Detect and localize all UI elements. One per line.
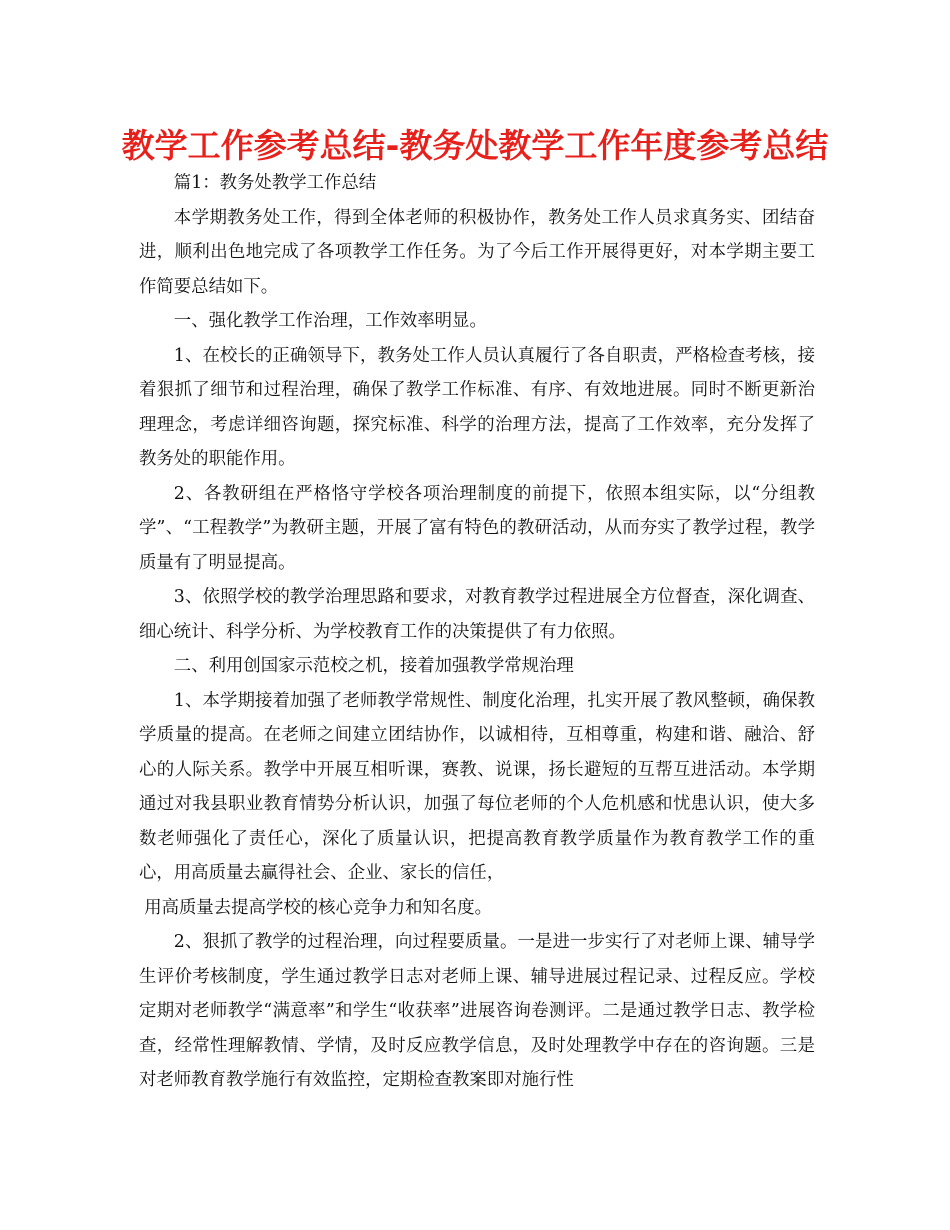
body-paragraph: 2、各教研组在严格恪守学校各项治理制度的前提下，依照本组实际，以“分组教学”、“工程教学”为教研主题，开展了富有特色的教研活动，从而夯实了教学过程，教学质量有了明显提高。 xyxy=(139,483,815,573)
body-paragraph: 本学期教务处工作，得到全体老师的积极协作，教务处工作人员求真务实、团结奋进，顺利出色地完成了各项教学工作任务。为了今后工作开展得更好，对本学期主要工作简要总结如下。 xyxy=(139,207,815,297)
section-heading: 一、强化教学工作治理，工作效率明显。 xyxy=(173,311,487,331)
section-heading: 二、利用创国家示范校之机，接着加强教学常规治理 xyxy=(173,656,574,676)
body-paragraph: 用高质量去提高学校的核心竞争力和知名度。 xyxy=(144,897,493,918)
body-paragraph: 1、本学期接着加强了老师教学常规性、制度化治理，扎实开展了教风整顿，确保教学质量的提高。在老师之间建立团结协作，以诚相待，互相尊重，构建和谐、融洽、舒心的人际关系。教学中开展互相听课，赛教、说课，扬长避短的互帮互进活动。本学期通过对我县职业教育情势分析认识，加强了每位老师的个人危机感和忧患认识，使大多数老师强化了责任心，深化了质量认识，把提高教育教学质量作为教育教学工作的重心，用高质量去赢得社会、企业、家长的信任， xyxy=(139,690,815,883)
body-paragraph: 3、依照学校的教学治理思路和要求，对教育教学过程进展全方位督查，深化调查、细心统计、科学分析、为学校教育工作的决策提供了有力依照。 xyxy=(139,587,815,642)
section-heading: 篇1：教务处教学工作总结 xyxy=(173,173,377,193)
document-body xyxy=(139,166,815,1098)
document-title: 教学工作参考总结-教务处教学工作年度参考总结 xyxy=(121,126,829,165)
body-paragraph: 2、狠抓了教学的过程治理，向过程要质量。一是进一步实行了对老师上课、辅导学生评价考核制度，学生通过教学日志对老师上课、辅导进展过程记录、过程反应。学校定期对老师教学“满意率”和学生“收获率”进展咨询卷测评。二是通过教学日志、教学检查，经常性理解教情、学情，及时反应教学信息，及时处理教学中存在的咨询题。三是对老师教育教学施行有效监控，定期检查教案即对施行性 xyxy=(139,932,815,1090)
body-paragraph: 1、在校长的正确领导下，教务处工作人员认真履行了各自职责，严格检查考核，接着狠抓了细节和过程治理，确保了教学工作标准、有序、有效地进展。同时不断更新治理理念，考虑详细咨询题，探究标准、科学的治理方法，提高了工作效率，充分发挥了教务处的职能作用。 xyxy=(139,345,815,469)
